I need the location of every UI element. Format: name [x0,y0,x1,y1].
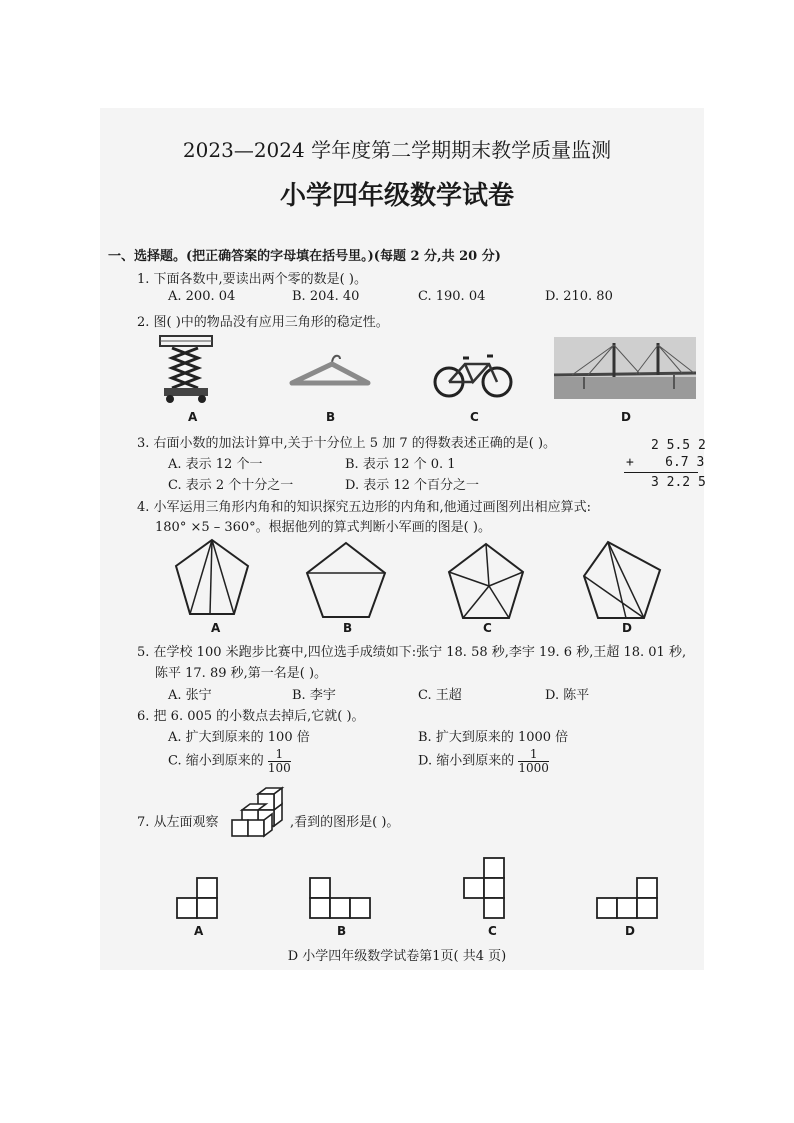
bridge-photo-icon [554,337,696,399]
bicycle-icon [433,352,513,398]
q1-option-a: A. 200. 04 [168,289,236,304]
scissor-lift-icon [158,332,214,404]
calc-top-number: 2 5.5 2 [651,438,706,453]
q1-option-c: C. 190. 04 [418,289,486,304]
q4-label-b: B [343,621,353,635]
q4-stem-line1: 4. 小军运用三角形内角和的知识探究五边形的内角和,他通过画图列出相应算式: [137,500,592,515]
q1-option-d: D. 210. 80 [545,289,613,304]
calc-sum-line [624,472,698,473]
fraction-denominator: 100 [267,760,291,775]
fraction-1-100 [268,748,291,774]
q5-option-b: B. 李宇 [292,688,336,703]
q6-option-b: B. 扩大到原来的 1000 倍 [418,730,569,745]
page-footer: D 小学四年级数学试卷第1页( 共4 页) [287,949,507,964]
q3-option-a: A. 表示 12 个一 [168,457,263,472]
q3-option-c: C. 表示 2 个十分之一 [168,478,294,493]
q6-stem: 6. 把 6. 005 的小数点去掉后,它就( )。 [137,709,365,724]
q7-stem-suffix: ,看到的图形是( )。 [290,815,400,830]
q5-stem-line1: 5. 在学校 100 米跑步比赛中,四位选手成绩如下:张宁 18. 58 秒,李宇 19. 6 秒,王超 18. 01 秒, [137,645,687,660]
q2-label-d: D [621,410,631,424]
pentagon-d [582,540,662,620]
q7-label-a: A [194,924,204,938]
fraction-numerator: 1 [518,748,549,762]
view-option-d [595,876,659,920]
q4-label-c: C [483,621,492,635]
pentagon-b [305,541,387,619]
q3-stem: 3. 右面小数的加法计算中,关于十分位上 5 加 7 的得数表述正确的是( )。 [137,436,557,451]
hanger-icon [288,350,372,390]
q1-option-b: B. 204. 40 [292,289,360,304]
pentagon-a [174,538,250,618]
q7-label-b: B [337,924,347,938]
year-title: 2023—2024 学年度第二学期期末教学质量监测 [182,138,612,162]
q3-option-d: D. 表示 12 个百分之一 [345,478,480,493]
calc-result: 3 2.2 5 [651,475,706,490]
q6-option-d [418,748,549,774]
q7-label-d: D [625,924,635,938]
q2-label-b: B [326,410,336,424]
q2-stem: 2. 图( )中的物品没有应用三角形的稳定性。 [137,315,389,330]
view-option-a [175,876,219,920]
q3-option-b: B. 表示 12 个 0. 1 [345,457,456,472]
fraction-denominator: 1000 [518,760,549,775]
q2-label-c: C [470,410,479,424]
q2-label-a: A [188,410,198,424]
q6-option-d-text: D. 缩小到原来的 [418,753,515,769]
pentagon-c [447,542,525,620]
q1-stem: 1. 下面各数中,要读出两个零的数是( )。 [137,272,367,287]
q4-stem-line2: 180° ×5 – 360°。根据他列的算式判断小军画的图是( )。 [155,520,491,535]
calc-addend: + 6.7 3 [626,455,705,470]
q4-label-a: A [211,621,221,635]
q4-label-d: D [622,621,632,635]
fraction-1-1000 [518,748,549,774]
q7-stem-prefix: 7. 从左面观察 [137,815,219,830]
q6-option-a: A. 扩大到原来的 100 倍 [168,730,310,745]
q5-stem-line2: 陈平 17. 89 秒,第一名是( )。 [155,666,328,681]
q5-option-d: D. 陈平 [545,688,590,703]
q7-label-c: C [488,924,497,938]
q5-option-c: C. 王超 [418,688,462,703]
q6-option-c-text: C. 缩小到原来的 [168,753,264,769]
fraction-numerator: 1 [268,748,291,762]
section-heading: 一、选择题。(把正确答案的字母填在括号里。)(每题 2 分,共 20 分) [108,249,501,264]
q6-option-c [168,748,291,774]
view-option-b [308,876,372,920]
q5-option-a: A. 张宁 [168,688,212,703]
cube-stack-icon [230,786,294,844]
paper-title: 小学四年级数学试卷 [279,181,514,211]
view-option-c [462,856,506,920]
